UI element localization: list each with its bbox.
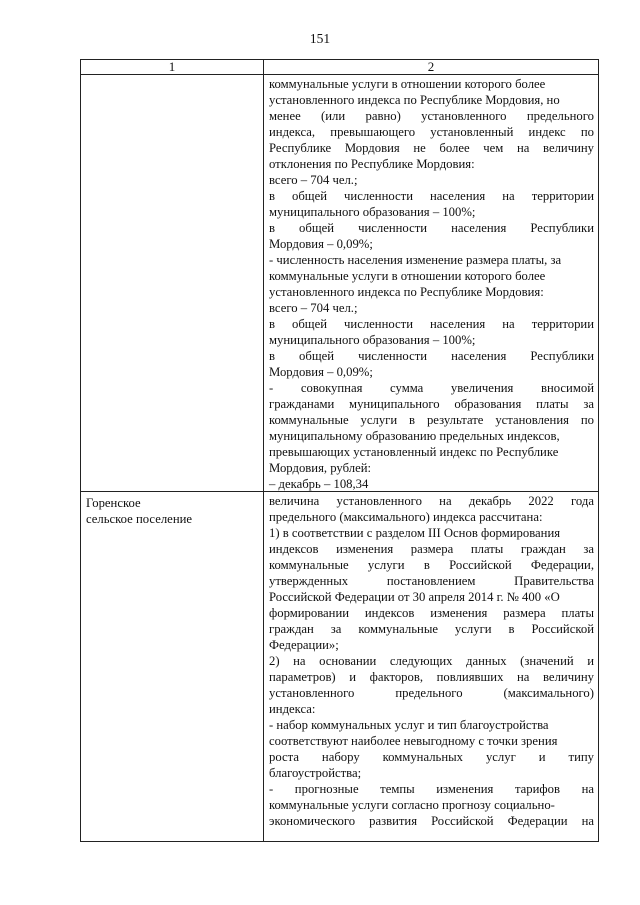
text-line: утвержденных постановлением Правительства <box>269 574 594 588</box>
text-line: 2) на основании следующих данных (значений и <box>269 654 594 668</box>
column-header-2: 2 <box>264 60 599 75</box>
text-line: предельного (максимального) индекса рассчитана: <box>269 510 543 524</box>
text-line: величина установленного на декабрь 2022 года <box>269 494 594 508</box>
text-line: в общей численности населения на территории <box>269 189 594 203</box>
text-line: в общей численности населения Республики <box>269 221 594 235</box>
text-line: 1) в соответствии с разделом III Основ формирования <box>269 526 561 540</box>
municipality-name-line: Горенское <box>86 496 141 510</box>
text-line: Мордовия, рублей: <box>269 461 372 475</box>
text-line: индекса: <box>269 702 316 716</box>
municipality-cell <box>81 75 264 492</box>
text-line: параметров) и факторов, повлиявших на величину <box>269 670 594 684</box>
text-line: в общей численности населения на территории <box>269 317 594 331</box>
text-line: - набор коммунальных услуг и тип благоустройства <box>269 718 549 732</box>
text-line: превышающих установленный индекс по Республике <box>269 445 559 459</box>
municipality-name-line: сельское поселение <box>86 512 193 526</box>
text-line: Мордовия – 0,09%; <box>269 365 373 379</box>
text-line: всего – 704 чел.; <box>269 173 358 187</box>
text-line: индексов изменения размера платы граждан за <box>269 542 594 556</box>
text-line: экономического развития Российской Федерации на <box>269 814 594 828</box>
text-line: роста набору коммунальных услуг и типу <box>269 750 594 764</box>
text-line: коммунальные услуги в Российской Федерации, <box>269 558 594 572</box>
text-line: Республике Мордовия не более чем на величину <box>269 141 594 155</box>
text-line: коммунальные услуги согласно прогнозу социально- <box>269 798 555 812</box>
text-line: установленного предельного (максимального) <box>269 686 594 700</box>
column-header-1: 1 <box>81 60 264 75</box>
text-line: коммунальные услуги в отношении которого более <box>269 77 546 91</box>
text-line: - численность населения изменение размера платы, за <box>269 253 562 267</box>
text-line: Российской Федерации от 30 апреля 2014 г. № 400 «О <box>269 590 560 604</box>
text-line: соответствуют наиболее невыгодному с точки зрения <box>269 734 558 748</box>
text-line: граждан за коммунальные услуги в Российской <box>269 622 594 636</box>
municipality-cell <box>81 492 264 842</box>
text-line: – декабрь – 108,34 <box>269 477 369 491</box>
text-line: формировании индексов изменения размера платы <box>269 606 594 620</box>
text-line: индекса, превышающего установленный индекс по <box>269 125 594 139</box>
text-line: муниципального образования – 100%; <box>269 205 476 219</box>
page-number: 151 <box>309 31 331 46</box>
text-line: Федерации»; <box>269 638 339 652</box>
text-line: муниципального образования – 100%; <box>269 333 476 347</box>
text-line: менее (или равно) установленного предельного <box>269 109 594 123</box>
text-line: Мордовия – 0,09%; <box>269 237 373 251</box>
text-line: в общей численности населения Республики <box>269 349 594 363</box>
text-line: - совокупная сумма увеличения вносимой <box>269 381 594 395</box>
document-table <box>80 59 599 842</box>
text-line: - прогнозные темпы изменения тарифов на <box>269 782 594 796</box>
text-line: муниципальному образованию предельных индексов, <box>269 429 560 443</box>
text-line: коммунальные услуги в отношении которого более <box>269 269 546 283</box>
table-row <box>81 75 599 492</box>
text-line: благоустройства; <box>269 766 362 780</box>
text-line: отклонения по Республике Мордовия: <box>269 157 475 171</box>
text-line: установленного индекса по Республике Мордовия, но <box>269 93 560 107</box>
text-line: установленного индекса по Республике Мордовия: <box>269 285 544 299</box>
table-header-row <box>81 60 599 75</box>
text-line: всего – 704 чел.; <box>269 301 358 315</box>
text-line: коммунальные услуги в результате установления по <box>269 413 594 427</box>
description-cell <box>264 75 599 492</box>
table-row <box>81 492 599 842</box>
description-cell <box>264 492 599 842</box>
text-line: гражданами муниципального образования платы за <box>269 397 594 411</box>
